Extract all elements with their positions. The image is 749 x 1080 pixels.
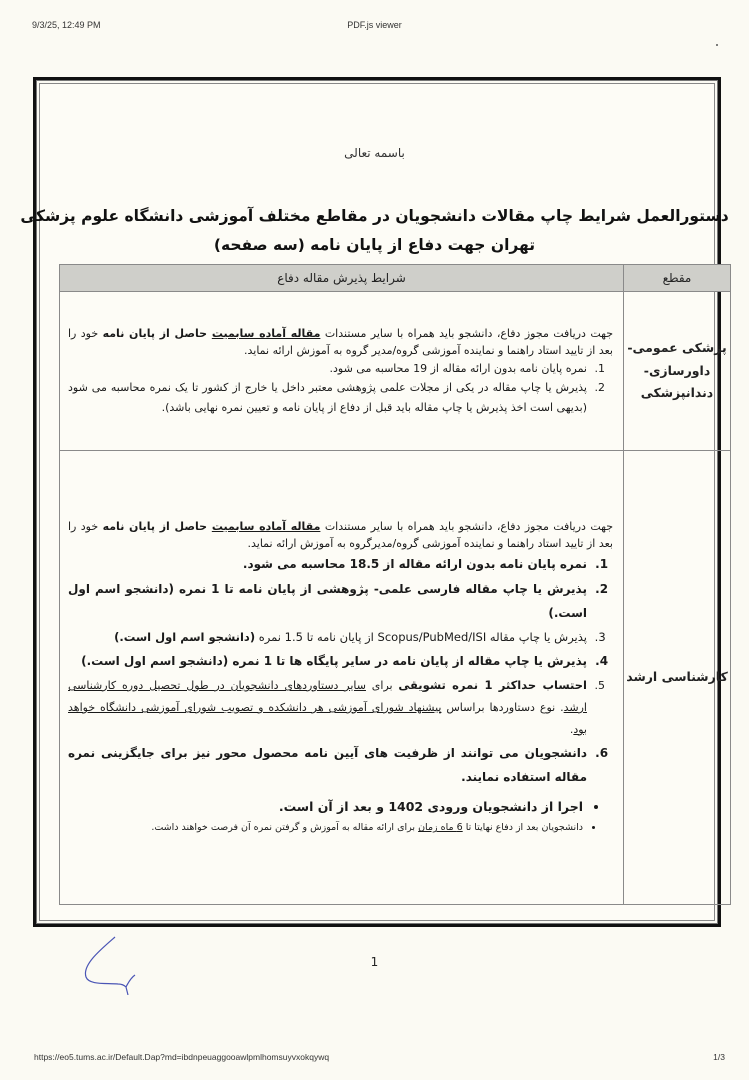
item-underlined: پیشنهاد شورای آموزشی هر دانشکده و تصویب شورای آموزشی دانشگاه خواهد بود <box>68 700 587 736</box>
item-bold: (دانشجو اسم اول است.) <box>114 629 256 644</box>
rules-list <box>68 552 613 790</box>
print-page-indicator: 1/3 <box>713 1052 725 1062</box>
list-item: 1. نمره پایان نامه بدون ارائه مقاله از 19 محاسبه می شود. <box>68 359 591 378</box>
print-title: PDF.js viewer <box>347 20 402 30</box>
list-item: 2. پذیرش یا چاپ مقاله در یکی از مجلات علمی پژوهشی معتبر داخل یا خارج از کشور تا یک نمره محاسبه می شود (بدیهی است اخذ پذیرش یا چاپ مقاله باید قبل از دفاع از پایان نامه و تعیین نمره نهایی باشد). <box>68 378 591 417</box>
table-header-row <box>60 265 731 292</box>
intro-rest: خود را بعد از تایید استاد راهنما و نماینده آموزشی گروه/مدیرگروه به آموزش ارائه نماید. <box>68 519 613 550</box>
level-cell <box>624 292 731 451</box>
notes-list <box>68 794 613 837</box>
intro-paragraph <box>68 518 613 552</box>
header-conditions: شرایط پذیرش مقاله دفاع <box>60 265 624 292</box>
conditions-cell <box>60 292 624 451</box>
intro-bold: حاصل از پایان نامه <box>102 519 212 533</box>
intro-text: جهت دریافت مجوز دفاع، دانشجو باید همراه با سایر مستندات <box>320 327 614 341</box>
print-url: https://eo5.tums.ac.ir/Default.Dap?md=ibdnpeuaggooawlpmlhomsuyvxokqywq <box>34 1052 330 1062</box>
intro-emphasis: مقاله آماده سابمیت <box>211 519 321 533</box>
conditions-cell <box>60 451 624 905</box>
level-cell <box>624 451 731 905</box>
list-item <box>68 626 591 650</box>
rules-table <box>59 264 731 905</box>
intro-paragraph <box>68 325 613 359</box>
document-title-line1: دستورالعمل شرایط چاپ مقالات دانشجویان در مقاطع مختلف آموزشی دانشگاه علوم پزشکی <box>20 207 729 225</box>
list-item: 2. پذیرش یا چاپ مقاله فارسی علمی- پژوهشی از پایان نامه تا 1 نمره (دانشجو اسم اول است.) <box>68 577 591 626</box>
header-level: مقطع <box>624 265 731 292</box>
table-row <box>60 451 731 905</box>
item-text: . <box>569 722 574 736</box>
note-item <box>68 819 583 837</box>
header-dot <box>716 44 718 46</box>
note-text: دانشجویان بعد از دفاع نهایتا تا <box>462 822 583 834</box>
intro-text: جهت دریافت مجوز دفاع، دانشجو باید همراه با سایر مستندات <box>320 519 614 533</box>
list-item <box>68 674 591 741</box>
table-row <box>60 292 731 451</box>
note-underlined: 6 ماه زمان <box>418 822 463 834</box>
item-text: . نوع دستاوردها براساس <box>441 700 564 714</box>
intro-emphasis: مقاله آماده سابمیت <box>211 327 321 341</box>
rules-list <box>68 359 613 417</box>
list-item: 1. نمره پایان نامه بدون ارائه مقاله از 18.5 محاسبه می شود. <box>68 552 591 577</box>
level-label: کارشناسی ارشد <box>626 669 728 685</box>
intro-bold: حاصل از پایان نامه <box>102 327 212 341</box>
signature-icon <box>80 935 170 995</box>
document-title-line2: تهران جهت دفاع از پایان نامه (سه صفحه) <box>213 236 536 254</box>
page-number: 1 <box>370 955 379 969</box>
list-item: 6. دانشجویان می توانند از ظرفیت های آیین نامه محصول محور نیز برای جایگزینی نمره مقاله استفاده نمایند. <box>68 741 591 790</box>
note-item: • اجرا از دانشجویان ورودی 1402 و بعد از آن است. <box>68 794 583 819</box>
level-label: پزشکی عمومی- داورسازی- دندانپزشکی <box>627 340 727 401</box>
list-item: 4. پذیرش یا چاپ مقاله از پایان نامه در سایر پایگاه ها تا 1 نمره (دانشجو اسم اول است.) <box>68 649 591 674</box>
item-text: برای <box>365 678 399 692</box>
item-bold: احتساب حداکثر 1 نمره تشویقی <box>398 677 587 692</box>
item-underlined: سایر دستاوردهای دانشجویان در طول تحصیل دوره کارشناسی ارشد <box>68 678 587 714</box>
bismillah: باسمه تعالی <box>344 146 405 160</box>
intro-rest: خود را بعد از تایید استاد راهنما و نماینده آموزشی گروه/مدیر گروه به آموزش ارائه نماید. <box>68 327 613 358</box>
note-text: برای ارائه مقاله به آموزش و گرفتن نمره آن فرصت خواهند داشت. <box>151 822 419 834</box>
item-text: پذیرش یا چاپ مقاله Scopus/PubMed/ISI از پایان نامه تا 1.5 نمره <box>255 629 587 644</box>
print-datetime: 9/3/25, 12:49 PM <box>32 20 101 30</box>
